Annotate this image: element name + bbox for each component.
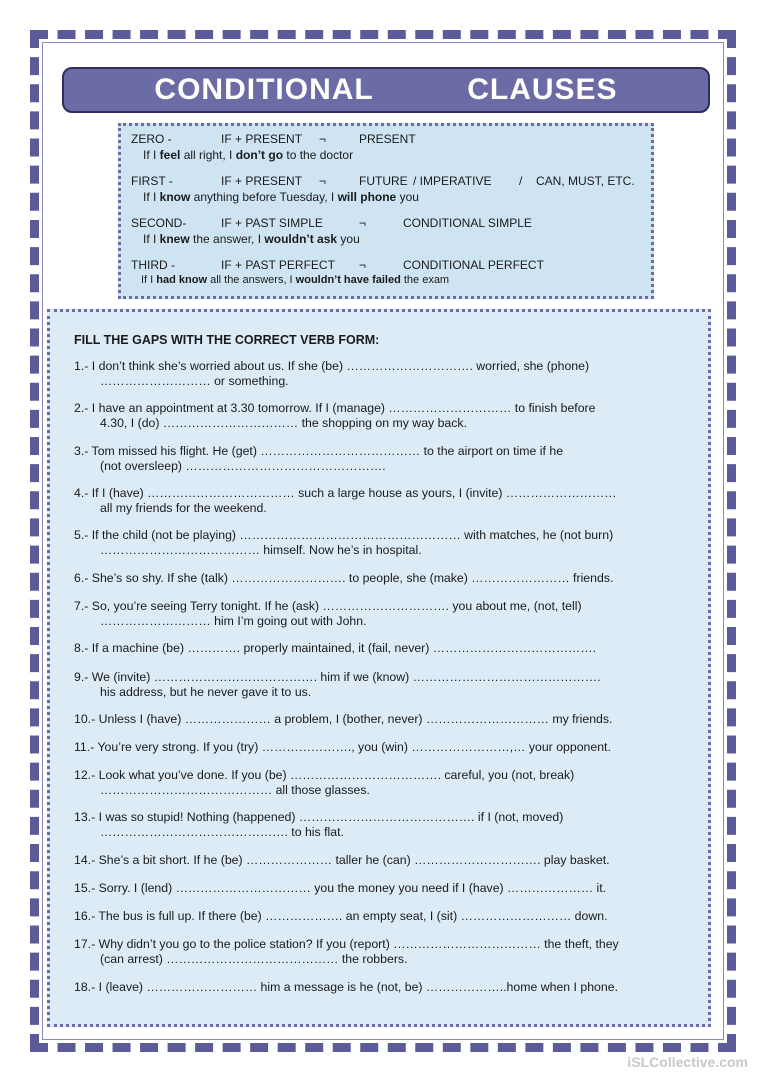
- instructions: FILL THE GAPS WITH THE CORRECT VERB FORM:: [74, 333, 380, 347]
- example-segment: If I: [143, 190, 160, 204]
- item-line-continued: (can arrest) …………………………………… the robbers.: [100, 952, 408, 966]
- exercise-item: [74, 937, 619, 967]
- item-line: 15.- Sorry. I (lend) …………………………… you the money you need if I (have) ………………… it.: [74, 881, 607, 895]
- exercise-item: [74, 670, 601, 700]
- item-line-continued: all my friends for the weekend.: [100, 501, 267, 515]
- exercise-item: [74, 571, 613, 586]
- item-line-continued: …………………………………… all those glasses.: [100, 783, 370, 797]
- item-line: 2.- I have an appointment at 3.30 tomorrow. If I (manage) ………………………… to finish before: [74, 401, 596, 415]
- rules-box: [118, 123, 654, 299]
- exercise-item: [74, 712, 612, 727]
- rule-2: [131, 216, 641, 258]
- item-line: 16.- The bus is full up. If there (be) ………………. an empty seat, I (sit) ……………………… down.: [74, 909, 608, 923]
- example-segment: wouldn’t ask: [264, 232, 338, 246]
- item-line: 11.- You’re very strong. If you (try) …………………., you (win) ……………………,… your opponent.: [74, 740, 611, 754]
- example-segment: don’t go: [235, 148, 284, 162]
- exercise-item: [74, 401, 595, 431]
- rule-c1: IF + PAST SIMPLE: [221, 216, 323, 230]
- example-segment: If I: [143, 232, 160, 246]
- item-line-continued: (not oversleep) ………………………………………….: [100, 459, 386, 473]
- example-segment: you: [396, 190, 419, 204]
- rule-type: FIRST -: [131, 174, 173, 188]
- item-line-continued: ………………………………………. to his flat.: [100, 825, 344, 839]
- item-line: 17.- Why didn’t you go to the police station? If you (report) ……………………………… the theft, they: [74, 937, 619, 951]
- rule-arrow: ¬: [319, 174, 327, 188]
- item-line: 5.- If the child (not be playing) ……………………………………………… with matches, he (not burn): [74, 528, 614, 542]
- exercise-item: [74, 599, 582, 629]
- item-line: 12.- Look what you’ve done. If you (be) ………………………………. careful, you (not, break): [74, 768, 575, 782]
- rule-0: [131, 132, 641, 174]
- rule-formula: [131, 216, 651, 231]
- rule-c2: PRESENT: [359, 132, 416, 146]
- exercise-item: [74, 881, 606, 896]
- page-title: CONDITIONAL CLAUSES: [154, 73, 618, 106]
- rule-c2: CONDITIONAL PERFECT: [403, 258, 544, 272]
- rule-formula: [131, 258, 651, 273]
- item-line: 1.- I don’t think she’s worried about us. If she (be) …………………………. worried, she (phone): [74, 359, 590, 373]
- item-line-continued: ……………………… him I’m going out with John.: [100, 614, 367, 628]
- rule-c2: CONDITIONAL SIMPLE: [403, 216, 532, 230]
- rule-type: ZERO -: [131, 132, 172, 146]
- example-segment: you: [337, 232, 360, 246]
- example-segment: the exam: [400, 274, 450, 286]
- rule-c1: IF + PAST PERFECT: [221, 258, 335, 272]
- rule-example: [141, 274, 449, 286]
- example-segment: the answer, I: [189, 232, 265, 246]
- item-line: 14.- She’s a bit short. If he (be) ………………… taller he (can) …………………………. play basket.: [74, 853, 610, 867]
- rule-c2: FUTURE: [359, 174, 408, 188]
- exercise-item: [74, 444, 563, 474]
- exercise-item: [74, 641, 596, 656]
- rule-example: [143, 148, 353, 162]
- exercise-box: [47, 309, 711, 1027]
- item-line: 7.- So, you’re seeing Terry tonight. If he (ask) …………………………. you about me, (not, tell): [74, 599, 582, 613]
- exercise-item: [74, 810, 563, 840]
- rule-arrow: ¬: [359, 258, 367, 272]
- example-segment: will phone: [337, 190, 397, 204]
- rule-formula: [131, 132, 651, 147]
- example-segment: all the answers, I: [207, 274, 296, 286]
- example-segment: knew: [159, 232, 190, 246]
- item-line-continued: 4.30, I (do) …………………………… the shopping on my way back.: [100, 416, 467, 430]
- example-segment: to the doctor: [283, 148, 354, 162]
- item-line: 13.- I was so stupid! Nothing (happened) ……………………………………. if I (not, moved): [74, 810, 564, 824]
- item-line-continued: his address, but he never gave it to us.: [100, 685, 312, 699]
- example-segment: If I: [141, 274, 157, 286]
- rule-type: SECOND-: [131, 216, 187, 230]
- rule-example: [143, 232, 360, 246]
- watermark: iSLCollective.com: [627, 1054, 748, 1070]
- exercise-item: [74, 528, 613, 558]
- item-line: 8.- If a machine (be) …………. properly maintained, it (fail, never) ………………………………….: [74, 641, 597, 655]
- example-segment: feel: [159, 148, 181, 162]
- rule-example: [143, 190, 419, 204]
- rule-type: THIRD -: [131, 258, 175, 272]
- exercise-item: [74, 359, 589, 389]
- rule-c4: /: [519, 174, 523, 188]
- rule-c1: IF + PRESENT: [221, 174, 303, 188]
- item-line: 9.- We (invite) …………………………………. him if we (know) ……………………………………….: [74, 670, 601, 684]
- example-segment: wouldn’t have failed: [295, 274, 401, 286]
- rule-arrow: ¬: [319, 132, 327, 146]
- item-line: 10.- Unless I (have) ………………… a problem, I (bother, never) ………………………… my friends.: [74, 712, 613, 726]
- exercise-item: [74, 980, 618, 995]
- example-segment: If I: [143, 148, 160, 162]
- item-line: 6.- She’s so shy. If she (talk) ………………………. to people, she (make) …………………… friends.: [74, 571, 614, 585]
- rule-1: [131, 174, 641, 216]
- rule-c3: / IMPERATIVE: [413, 174, 492, 188]
- exercise-item: [74, 740, 611, 755]
- title-banner: [62, 67, 710, 113]
- example-segment: anything before Tuesday, I: [190, 190, 338, 204]
- item-line-continued: ……………………… or something.: [100, 374, 289, 388]
- item-line-continued: ………………………………… himself. Now he’s in hospital.: [100, 543, 422, 557]
- item-line: 3.- Tom missed his flight. He (get) ………………………………… to the airport on time if he: [74, 444, 564, 458]
- example-segment: know: [159, 190, 191, 204]
- example-segment: all right, I: [180, 148, 236, 162]
- rule-arrow: ¬: [359, 216, 367, 230]
- item-line: 4.- If I (have) ……………………………… such a large house as yours, I (invite) ………………………: [74, 486, 617, 500]
- rule-c5: CAN, MUST, ETC.: [536, 174, 635, 188]
- item-line: 18.- I (leave) ……………………… him a message is he (not, be) ………………..home when I phone.: [74, 980, 618, 994]
- exercise-item: [74, 486, 617, 516]
- exercise-item: [74, 768, 574, 798]
- exercise-item: [74, 909, 607, 924]
- rule-c1: IF + PRESENT: [221, 132, 303, 146]
- rule-3: [131, 258, 641, 300]
- rule-formula: [131, 174, 651, 189]
- exercise-item: [74, 853, 610, 868]
- example-segment: had know: [156, 274, 208, 286]
